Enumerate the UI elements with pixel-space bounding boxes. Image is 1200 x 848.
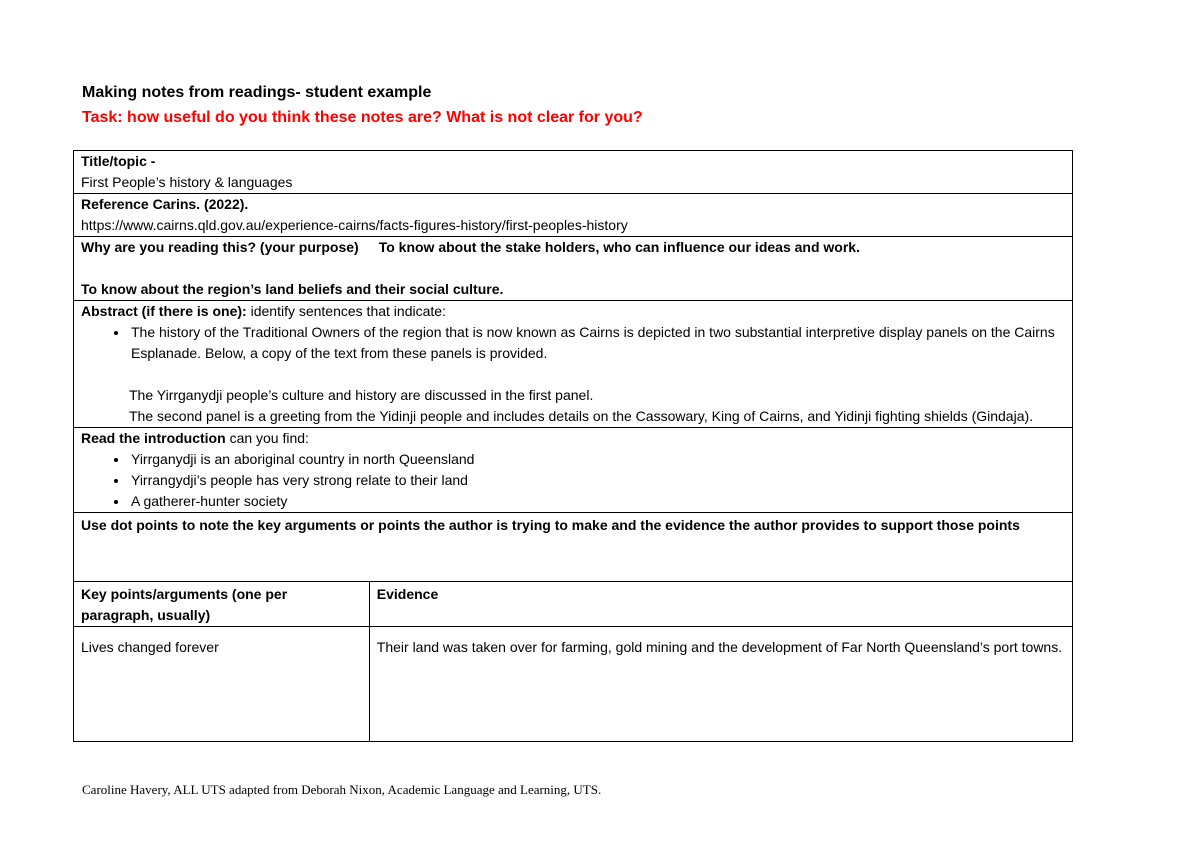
- abstract-instruction: identify sentences that indicate:: [250, 303, 446, 319]
- abstract-paragraph-1: The Yirrganydji people’s culture and history are discussed in the first panel.: [129, 387, 594, 403]
- purpose-label: Why are you reading this? (your purpose): [81, 239, 359, 255]
- introduction-row: [74, 428, 1073, 513]
- introduction-label: Read the introduction: [81, 430, 226, 446]
- notes-table: [73, 150, 1073, 742]
- abstract-label: Abstract (if there is one):: [81, 303, 247, 319]
- column-header-row: [74, 582, 1073, 627]
- introduction-bullet: • Yirrganydji is an aboriginal country in north Queensland: [129, 449, 1065, 470]
- footer-credit: Caroline Havery, ALL UTS adapted from Deborah Nixon, Academic Language and Learning, UTS.: [82, 782, 602, 797]
- introduction-bullet: • A gatherer-hunter society: [129, 491, 1065, 512]
- document-title: Making notes from readings- student example: [82, 84, 432, 101]
- purpose-line-1: To know about the stake holders, who can influence our ideas and work.: [378, 239, 860, 255]
- reference-url: https://www.cairns.qld.gov.au/experience-cairns/facts-figures-history/first-peoples-history: [81, 217, 628, 233]
- key-arguments-instruction: Use dot points to note the key arguments or points the author is trying to make and the evidence the author provides to support those points: [74, 513, 1073, 582]
- table-row: [74, 627, 1073, 742]
- key-arguments-instruction-row: [74, 513, 1073, 582]
- introduction-bullet: • Yirrangydji’s people has very strong relate to their land: [129, 470, 1065, 491]
- evidence-cell: Their land was taken over for farming, gold mining and the development of Far North Queensland’s port towns.: [369, 627, 1072, 742]
- reference-label: Reference Carins. (2022).: [81, 196, 249, 212]
- key-point-cell: Lives changed forever: [74, 627, 370, 742]
- abstract-paragraph-2: The second panel is a greeting from the Yidinji people and includes details on the Cassowary, King of Cairns, and Yidinji fighting shields (Gindaja).: [129, 408, 1034, 424]
- title-topic-value: First People’s history & languages: [81, 174, 293, 190]
- abstract-row: [74, 301, 1073, 428]
- purpose-line-2: To know about the region’s land beliefs and their social culture.: [81, 281, 504, 297]
- title-topic-row: [74, 151, 1073, 194]
- task-prompt: Task: how useful do you think these notes are? What is not clear for you?: [82, 109, 643, 126]
- abstract-bullet: • The history of the Traditional Owners of the region that is now known as Cairns is depicted in two substantial interpretive display panels on the Cairns Esplanade. Below, a copy of the text from these panels is provided.: [129, 322, 1065, 364]
- key-points-column-header: Key points/arguments (one per paragraph, usually): [74, 582, 370, 627]
- evidence-column-header: Evidence: [369, 582, 1072, 627]
- purpose-row: [74, 237, 1073, 301]
- introduction-instruction: can you find:: [229, 430, 309, 446]
- reference-row: [74, 194, 1073, 237]
- title-topic-label: Title/topic -: [81, 153, 156, 169]
